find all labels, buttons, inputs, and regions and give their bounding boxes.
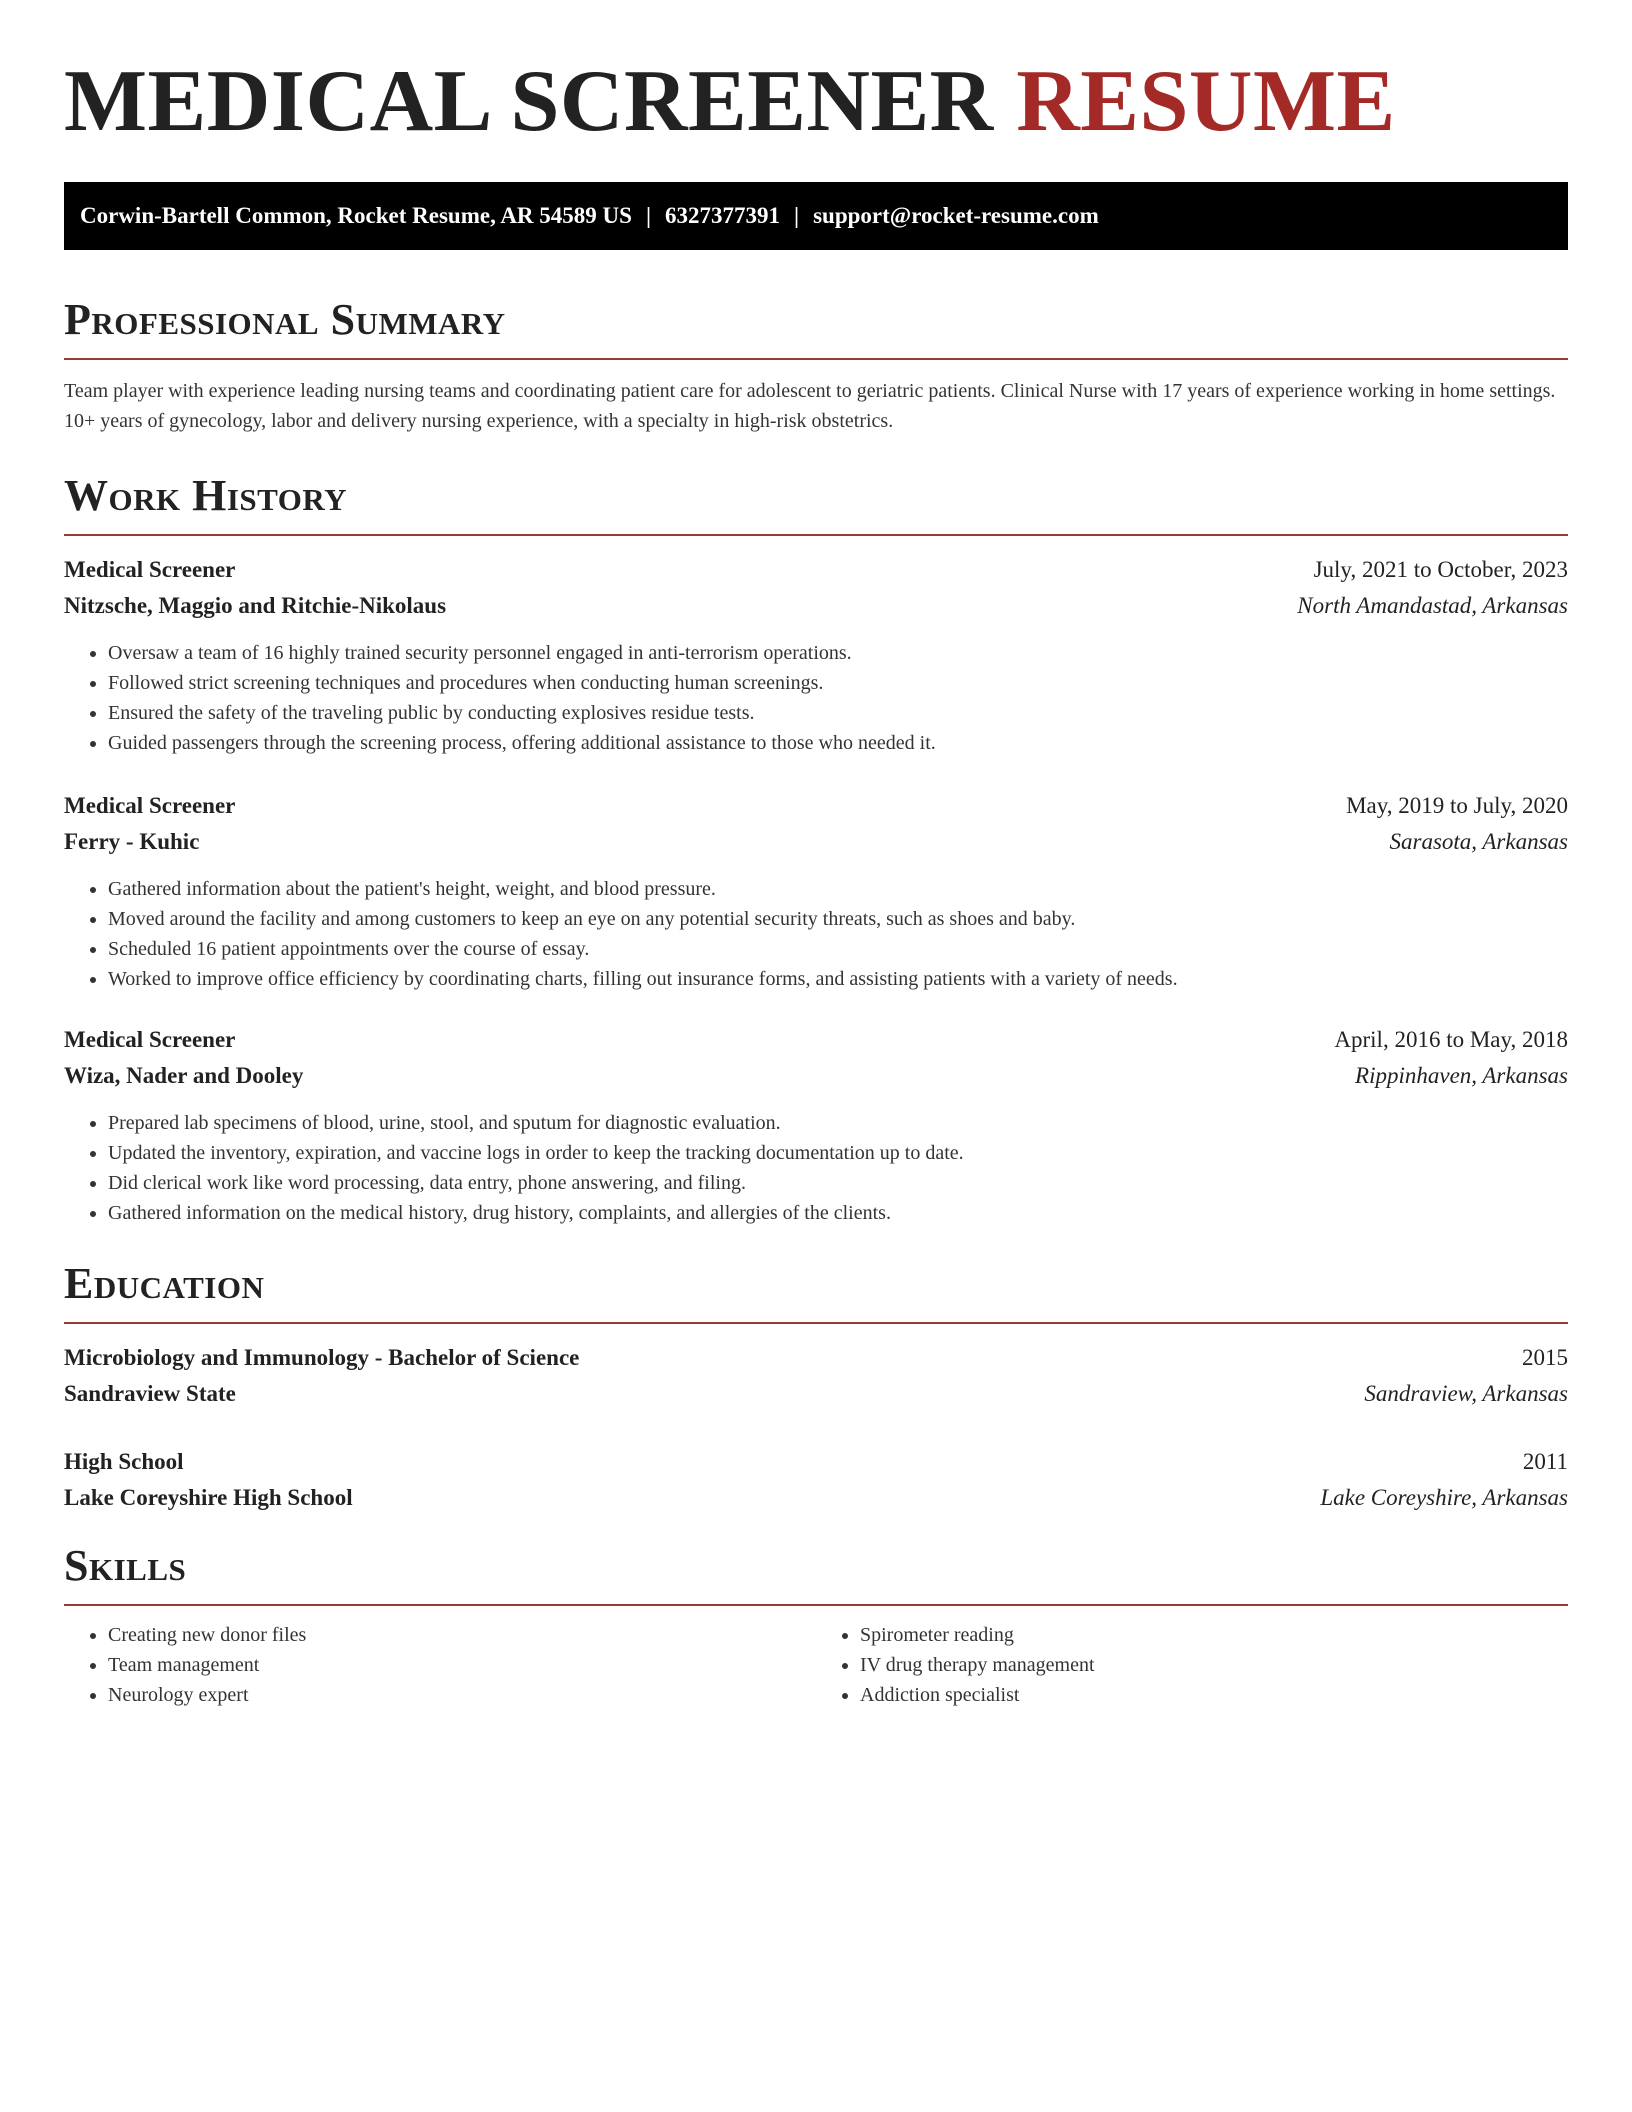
bullet-item: • Ensured the safety of the traveling public by conducting explosives residue tests. [108, 698, 1568, 728]
job-bullets [64, 1108, 1568, 1228]
job-title-row [64, 788, 1568, 824]
job-title-row [64, 1022, 1568, 1058]
contact-phone: 6327377391 [665, 203, 781, 228]
job-company-row [64, 824, 1568, 860]
job-title: Medical Screener [64, 557, 236, 582]
skill-item: • Neurology expert [108, 1680, 816, 1710]
education-degree-row [64, 1340, 1568, 1376]
bullet-item: • Updated the inventory, expiration, and vaccine logs in order to keep the tracking documentation up to date. [108, 1138, 1568, 1168]
section-divider [64, 534, 1568, 536]
section-divider [64, 1604, 1568, 1606]
skills-list-right [816, 1620, 1568, 1710]
job-location: Sarasota, Arkansas [1389, 829, 1568, 854]
education-degree: Microbiology and Immunology - Bachelor of Science [64, 1345, 580, 1370]
education-entry [64, 1444, 1568, 1516]
bullet-item: • Prepared lab specimens of blood, urine, stool, and sputum for diagnostic evaluation. [108, 1108, 1568, 1138]
education-location: Lake Coreyshire, Arkansas [1320, 1485, 1568, 1510]
title-main: MEDICAL SCREENER [64, 53, 994, 150]
job-location: Rippinhaven, Arkansas [1355, 1063, 1568, 1088]
contact-address: Corwin-Bartell Common, Rocket Resume, AR 54589 US [80, 203, 632, 228]
education-school-row [64, 1376, 1568, 1412]
summary-text: Team player with experience leading nursing teams and coordinating patient care for adolescent to geriatric patients. Clinical Nurse with 17 years of experience working in home settings. 10+ years of gynecology, labor and delivery nursing experience, with a specialty in high-risk obstetrics. [64, 380, 1556, 432]
job-bullets [64, 874, 1568, 994]
skill-item: • Team management [108, 1650, 816, 1680]
skills-section [64, 1541, 1568, 1710]
bullet-item: • Worked to improve office efficiency by coordinating charts, filling out insurance forms, and assisting patients with a variety of needs. [108, 964, 1568, 994]
job-location: North Amandastad, Arkansas [1297, 593, 1568, 618]
skill-item: • Creating new donor files [108, 1620, 816, 1650]
education-degree: High School [64, 1449, 184, 1474]
education-section [64, 1259, 1568, 1516]
contact-separator: | [794, 203, 800, 228]
bullet-item: • Did clerical work like word processing, data entry, phone answering, and filing. [108, 1168, 1568, 1198]
job-dates: May, 2019 to July, 2020 [1346, 793, 1568, 818]
education-school: Lake Coreyshire High School [64, 1485, 353, 1510]
job-entry [64, 552, 1568, 758]
section-divider [64, 358, 1568, 360]
job-title: Medical Screener [64, 793, 236, 818]
education-degree-row [64, 1444, 1568, 1480]
skill-item: • Addiction specialist [860, 1680, 1568, 1710]
job-bullets [64, 638, 1568, 758]
education-school: Sandraview State [64, 1381, 236, 1406]
section-heading-education: Education [64, 1259, 265, 1308]
job-title: Medical Screener [64, 1027, 236, 1052]
job-company-row [64, 588, 1568, 624]
skills-columns [64, 1620, 1568, 1710]
title-accent: RESUME [1016, 53, 1396, 150]
bullet-item: • Gathered information on the medical history, drug history, complaints, and allergies of the clients. [108, 1198, 1568, 1228]
contact-email: support@rocket-resume.com [813, 203, 1099, 228]
contact-bar [64, 182, 1568, 250]
job-title-row [64, 552, 1568, 588]
bullet-item: • Oversaw a team of 16 highly trained security personnel engaged in anti-terrorism operations. [108, 638, 1568, 668]
education-year: 2015 [1522, 1345, 1568, 1370]
education-school-row [64, 1480, 1568, 1516]
bullet-item: • Gathered information about the patient's height, weight, and blood pressure. [108, 874, 1568, 904]
education-entry [64, 1340, 1568, 1412]
job-company: Ferry - Kuhic [64, 829, 200, 854]
section-divider [64, 1322, 1568, 1324]
skills-list-left [64, 1620, 816, 1710]
job-dates: April, 2016 to May, 2018 [1334, 1027, 1568, 1052]
education-year: 2011 [1522, 1449, 1568, 1474]
bullet-item: • Followed strict screening techniques and procedures when conducting human screenings. [108, 668, 1568, 698]
education-location: Sandraview, Arkansas [1364, 1381, 1568, 1406]
job-entry [64, 788, 1568, 994]
bullet-item: • Moved around the facility and among customers to keep an eye on any potential security threats, such as shoes and baby. [108, 904, 1568, 934]
job-entry [64, 1022, 1568, 1228]
skill-item: • Spirometer reading [860, 1620, 1568, 1650]
bullet-item: • Scheduled 16 patient appointments over the course of essay. [108, 934, 1568, 964]
job-company-row [64, 1058, 1568, 1094]
resume-title [64, 53, 1568, 150]
job-dates: July, 2021 to October, 2023 [1313, 557, 1568, 582]
section-heading-summary: Professional Summary [64, 295, 506, 344]
job-company: Wiza, Nader and Dooley [64, 1063, 304, 1088]
job-company: Nitzsche, Maggio and Ritchie-Nikolaus [64, 593, 447, 618]
section-heading-skills: Skills [64, 1541, 187, 1590]
summary-section [64, 295, 1568, 436]
work-history-section [64, 471, 1568, 1228]
bullet-item: • Guided passengers through the screening process, offering additional assistance to those who needed it. [108, 728, 1568, 758]
skill-item: • IV drug therapy management [860, 1650, 1568, 1680]
section-heading-work: Work History [64, 471, 348, 520]
contact-separator: | [645, 203, 652, 228]
